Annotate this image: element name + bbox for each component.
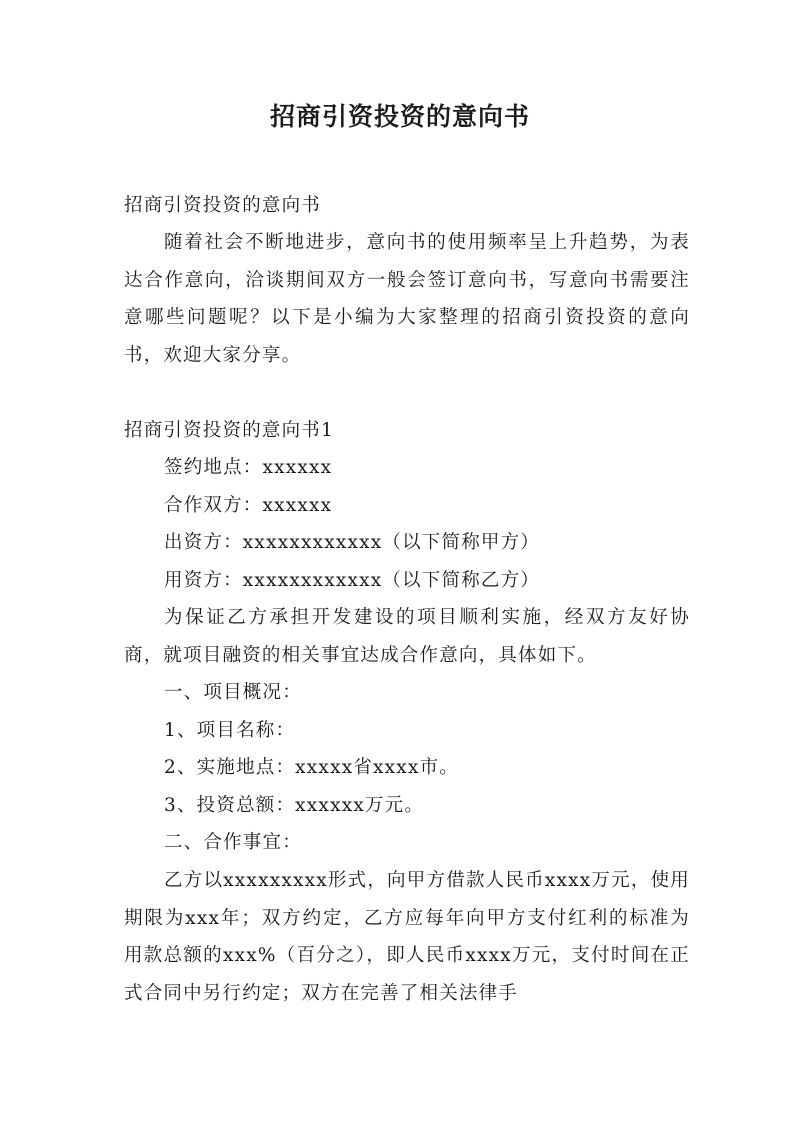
parties-line: 合作双方：xxxxxx (164, 495, 333, 516)
cooperation-paragraph: 乙方以xxxxxxxxx形式，向甲方借款人民币xxxx万元，使用期限为xxx年；双方约定，乙方应每年向甲方支付红利的标准为用款总额的xxx%（百分之），即人民币xxxx万元，支付时间在正式合同中另行约定；双方在完善了相关法律手 (124, 870, 690, 1004)
intro-paragraph: 随着社会不断地进步，意向书的使用频率呈上升趋势，为表达合作意向，洽谈期间双方一般会签订意向书，写意向书需要注意哪些问题呢？以下是小编为大家整理的招商引资投资的意向书，欢迎大家分享。 (124, 232, 690, 366)
investor-line: 出资方：xxxxxxxxxxxx（以下简称甲方） (164, 532, 541, 553)
sign-place-line: 签约地点：xxxxxx (164, 457, 333, 478)
user-line: 用资方：xxxxxxxxxxxx（以下简称乙方） (164, 570, 541, 591)
section-heading: 招商引资投资的意向书1 (124, 420, 334, 441)
investment-total-item: 3、投资总额：xxxxxx万元。 (164, 795, 425, 816)
project-name-item: 1、项目名称： (164, 720, 296, 741)
cooperation-heading: 二、合作事宜： (164, 832, 302, 853)
document-title: 招商引资投资的意向书 (269, 102, 530, 131)
document-subtitle: 招商引资投资的意向书 (124, 195, 322, 216)
location-item: 2、实施地点：xxxxx省xxxx市。 (164, 757, 459, 778)
overview-heading: 一、项目概况： (164, 682, 302, 703)
purpose-paragraph: 为保证乙方承担开发建设的项目顺利实施，经双方友好协商，就项目融资的相关事宜达成合作意向，具体如下。 (124, 607, 690, 666)
